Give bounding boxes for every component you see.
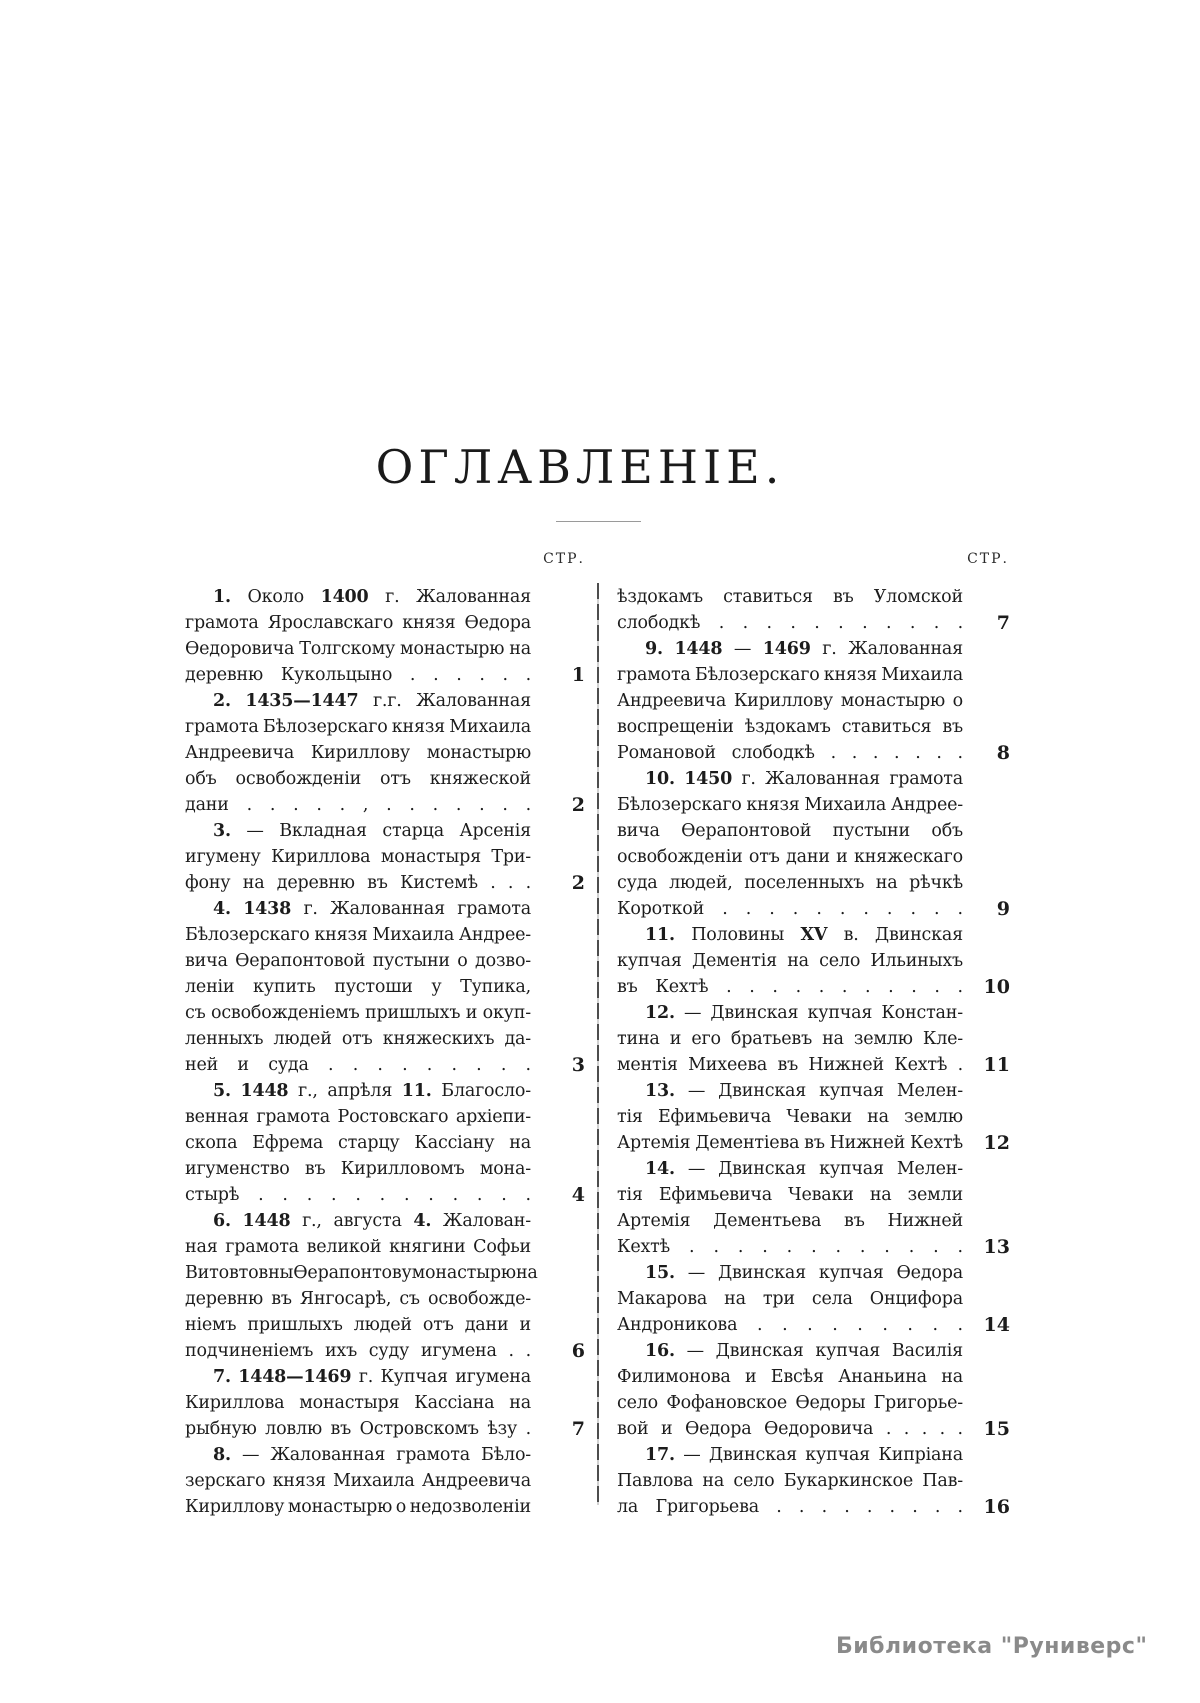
toc-entry-line: 13. — Двинская купчая Мелен- [645,1081,963,1101]
toc-entry-line: деревню въ Янгосарѣ, съ освобожде- [185,1289,531,1309]
toc-entry-line: 17. — Двинская купчая Кипріана [645,1445,963,1465]
toc-entry-line: 8. — Жалованная грамота Бѣло- [213,1445,531,1465]
toc-entry-line: ѣздокамъ ставиться въ Уломской [617,587,963,607]
toc-entry-line: скопа Ефрема старцу Кассіану на [185,1133,531,1153]
toc-entry-line: объ освобожденіи отъ княжеской [185,769,531,789]
toc-entry-line: Андроникова . . . . . . . . . [617,1315,963,1335]
toc-entry [617,1000,1010,1078]
toc-entry-line: Бѣлозерскаго князя Михаила Андрее- [185,925,531,945]
toc-entry-line: ніемъ пришлыхъ людей отъ дани и [185,1315,531,1335]
toc-entry-line: тія Ефимьевича Чеваки на землю [617,1107,963,1127]
toc-column-right [617,584,1010,1520]
toc-entry [617,766,1010,922]
page-number: 16 [983,1496,1010,1518]
toc-entry-line: ная грамота великой княгини Софьи [185,1237,531,1257]
toc-entry [617,1442,1010,1520]
toc-entry-line: Романовой слободкѣ . . . . . . . [617,743,963,763]
page-number: 12 [983,1132,1010,1154]
page-number: 7 [996,612,1010,634]
toc-entry-line: зерскаго князя Михаила Андреевича [185,1471,531,1491]
page-number: 13 [983,1236,1010,1258]
toc-entry [617,584,1010,636]
toc-entry-line: тія Ефимьевича Чеваки на земли [617,1185,963,1205]
toc-entry-line: съ освобожденіемъ пришлыхъ и окуп- [185,1003,531,1023]
toc-entry-line: 9. 1448 — 1469 г. Жалованная [645,639,963,659]
toc-entry-line: Андреевича Кириллову монастырю [185,743,531,763]
column-header-pages-right: СТР. [967,551,1009,567]
toc-entry-line: стырѣ . . . . . . . . . . . . [185,1185,531,1205]
toc-entry-line: 11. Половины XV в. Двинская [645,925,963,945]
page-number: 3 [571,1054,585,1076]
toc-entry-line: 15. — Двинская купчая Ѳедора [645,1263,963,1283]
toc-entry-line: Артемія Дементіева въ Нижней Кехтѣ [617,1133,963,1153]
toc-entry [617,1260,1010,1338]
toc-entry-line: ней и суда . . . . . . . . . [185,1055,531,1075]
toc-entry-line: Кириллова монастыря Кассіана на [185,1393,531,1413]
toc-entry-line: вой и Ѳедора Ѳедоровича . . . . . [617,1419,963,1439]
toc-entry-line: 1. Около 1400 г. Жалованная [213,587,531,607]
toc-entry-line: ла Григорьева . . . . . . . . . [617,1497,963,1517]
toc-entry-line: 2. 1435—1447 г.г. Жалованная [213,691,531,711]
toc-entry-line: суда людей, поселенныхъ на рѣчкѣ [617,873,963,893]
toc-entry [185,688,585,818]
toc-entry-line: грамота Бѣлозерскаго князя Михаила [185,717,531,737]
toc-entry-line: вича Ѳерапонтовой пустыни о дозво- [185,951,531,971]
toc-entry [185,818,585,896]
toc-entry [185,1078,585,1208]
toc-entry-line: Кириллову монастырю о недозволеніи [185,1497,531,1517]
toc-entry [617,1156,1010,1260]
toc-entry-line: Макарова на три села Онцифора [617,1289,963,1309]
toc-entry-line: 14. — Двинская купчая Мелен- [645,1159,963,1179]
page-number: 9 [996,898,1010,920]
toc-entry-line: 4. 1438 г. Жалованная грамота [213,899,531,919]
library-watermark: Библиотека "Руниверс" [836,1634,1148,1659]
toc-entry-line: 3. — Вкладная старца Арсенія [213,821,531,841]
toc-entry-line: Короткой . . . . . . . . . . . [617,899,963,919]
toc-entry-line: подчиненіемъ ихъ суду игумена . . [185,1341,531,1361]
page-number: 2 [571,872,585,894]
toc-entry-line: 7. 1448—1469 г. Купчая игумена [213,1367,531,1387]
toc-entry-line: грамота Ярославскаго князя Ѳедора [185,613,531,633]
toc-entry-line: игуменство въ Кирилловомъ мона- [185,1159,531,1179]
toc-entry-line: Ѳедоровича Толгскому монастырю на [185,639,531,659]
toc-entry-line: слободкѣ . . . . . . . . . . . [617,613,963,633]
toc-entry-line: ленныхъ людей отъ княжескихъ да- [185,1029,531,1049]
toc-entry-line: фону на деревню въ Кистемѣ . . . [185,873,531,893]
toc-entry-line: грамота Бѣлозерскаго князя Михаила [617,665,963,685]
toc-entry-line: купчая Дементія на село Ильиныхъ [617,951,963,971]
toc-entry-line: тина и его братьевъ на землю Кле- [617,1029,963,1049]
toc-entry-line: 16. — Двинская купчая Василія [645,1341,963,1361]
page-number: 14 [983,1314,1010,1336]
toc-entry-line: 10. 1450 г. Жалованная грамота [645,769,963,789]
page-number: 2 [571,794,585,816]
toc-entry [185,896,585,1078]
toc-entry-line: рыбную ловлю въ Островскомъ ѣзу . [185,1419,531,1439]
column-divider-line [597,583,599,1505]
toc-entry-line: 6. 1448 г., августа 4. Жалован- [213,1211,531,1231]
toc-entry [185,1208,585,1364]
toc-entry-line: ментія Михеева въ Нижней Кехтѣ . [617,1055,963,1075]
toc-entry-line: въ Кехтѣ . . . . . . . . . . . [617,977,963,997]
toc-entry-line: 5. 1448 г., апрѣля 11. Благосло- [213,1081,531,1101]
toc-entry [617,636,1010,766]
toc-entry-line: воспрещеніи ѣздокамъ ставиться въ [617,717,963,737]
toc-entry-line: Артемія Дементьева въ Нижней [617,1211,963,1231]
toc-entry-line: венная грамота Ростовскаго архіепи- [185,1107,531,1127]
toc-entry [185,1364,585,1442]
page-number: 6 [571,1340,585,1362]
page-number: 11 [983,1054,1010,1076]
toc-entry-line: освобожденіи отъ дани и княжескаго [617,847,963,867]
toc-entry-line: игумену Кириллова монастыря Три- [185,847,531,867]
toc-entry-line: вича Ѳерапонтовой пустыни объ [617,821,963,841]
page-number: 10 [983,976,1010,998]
toc-entry [617,1078,1010,1156]
page-number: 8 [996,742,1010,764]
column-header-pages-left: СТР. [543,551,585,567]
toc-entry-line: Павлова на село Букаркинское Пав- [617,1471,963,1491]
toc-entry-line: леніи купить пустоши у Тупика, [185,977,531,997]
toc-entry [185,1442,531,1520]
toc-entry-line: деревню Кукольцыно . . . . . . [185,665,531,685]
toc-entry [185,584,585,688]
toc-entry-line: Бѣлозерскаго князя Михаила Андрее- [617,795,963,815]
toc-entry [617,922,1010,1000]
page-number: 7 [571,1418,585,1440]
page-title: ОГЛАВЛЕНІЕ. [375,440,785,494]
toc-entry-line: дани . . . . . , . . . . . . . [185,795,531,815]
page-number: 4 [571,1184,585,1206]
page-number: 1 [571,664,585,686]
toc-entry-line: 12. — Двинская купчая Констан- [645,1003,963,1023]
toc-column-left [185,584,585,1520]
toc-entry-line: Витовтовны Ѳерапонтову монастырю на [185,1263,538,1283]
toc-entry-line: Андреевича Кириллову монастырю о [617,691,963,711]
toc-entry [617,1338,1010,1442]
title-divider-rule [556,521,641,522]
toc-entry-line: Кехтѣ . . . . . . . . . . . . [617,1237,963,1257]
toc-entry-line: Филимонова и Евсѣя Ананьина на [617,1367,963,1387]
page-number: 15 [983,1418,1010,1440]
toc-entry-line: село Фофановское Ѳедоры Григорье- [617,1393,963,1413]
